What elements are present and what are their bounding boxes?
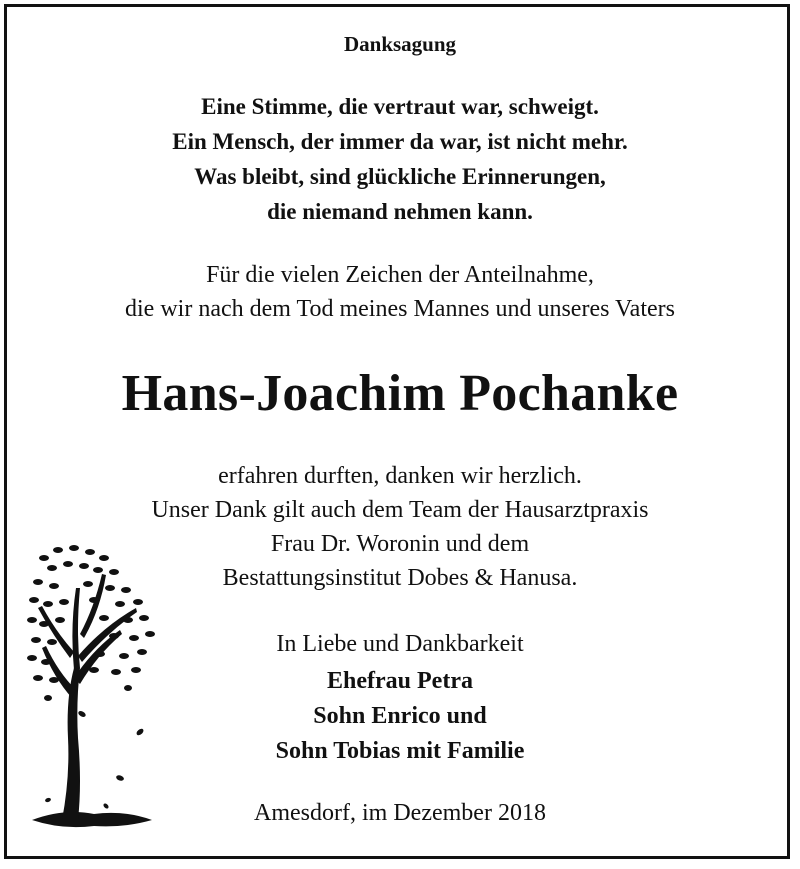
verse-line-2: Ein Mensch, der immer da war, ist nicht mehr. — [172, 129, 628, 154]
thanks-line-1: erfahren durften, danken wir herzlich. — [218, 463, 582, 489]
place-date: Amesdorf, im Dezember 2018 — [254, 800, 546, 826]
verse-line-1: Eine Stimme, die vertraut war, schweigt. — [201, 94, 599, 119]
closing-line: In Liebe und Dankbarkeit — [276, 631, 524, 657]
intro-line-2: die wir nach dem Tod meines Mannes und unseres Vaters — [125, 296, 675, 322]
intro-line-1: Für die vielen Zeichen der Anteilnahme, — [206, 262, 594, 288]
verse-line-4: die niemand nehmen kann. — [267, 199, 533, 224]
thanks-line-2: Unser Dank gilt auch dem Team der Hausarztpraxis — [151, 497, 649, 523]
mourner-line-3: Sohn Tobias mit Familie — [275, 738, 525, 764]
tree-silhouette-icon — [24, 538, 164, 838]
thanks-line-4: Bestattungsinstitut Dobes & Hanusa. — [222, 565, 578, 591]
mourner-line-2: Sohn Enrico und — [313, 703, 487, 729]
thanks-line-3: Frau Dr. Woronin und dem — [270, 531, 530, 557]
verse-line-3: Was bleibt, sind glückliche Erinnerungen, — [194, 164, 606, 189]
notice-heading: Danksagung — [343, 32, 457, 56]
mourner-line-1: Ehefrau Petra — [327, 668, 473, 694]
deceased-name: Hans-Joachim Pochanke — [121, 365, 679, 422]
